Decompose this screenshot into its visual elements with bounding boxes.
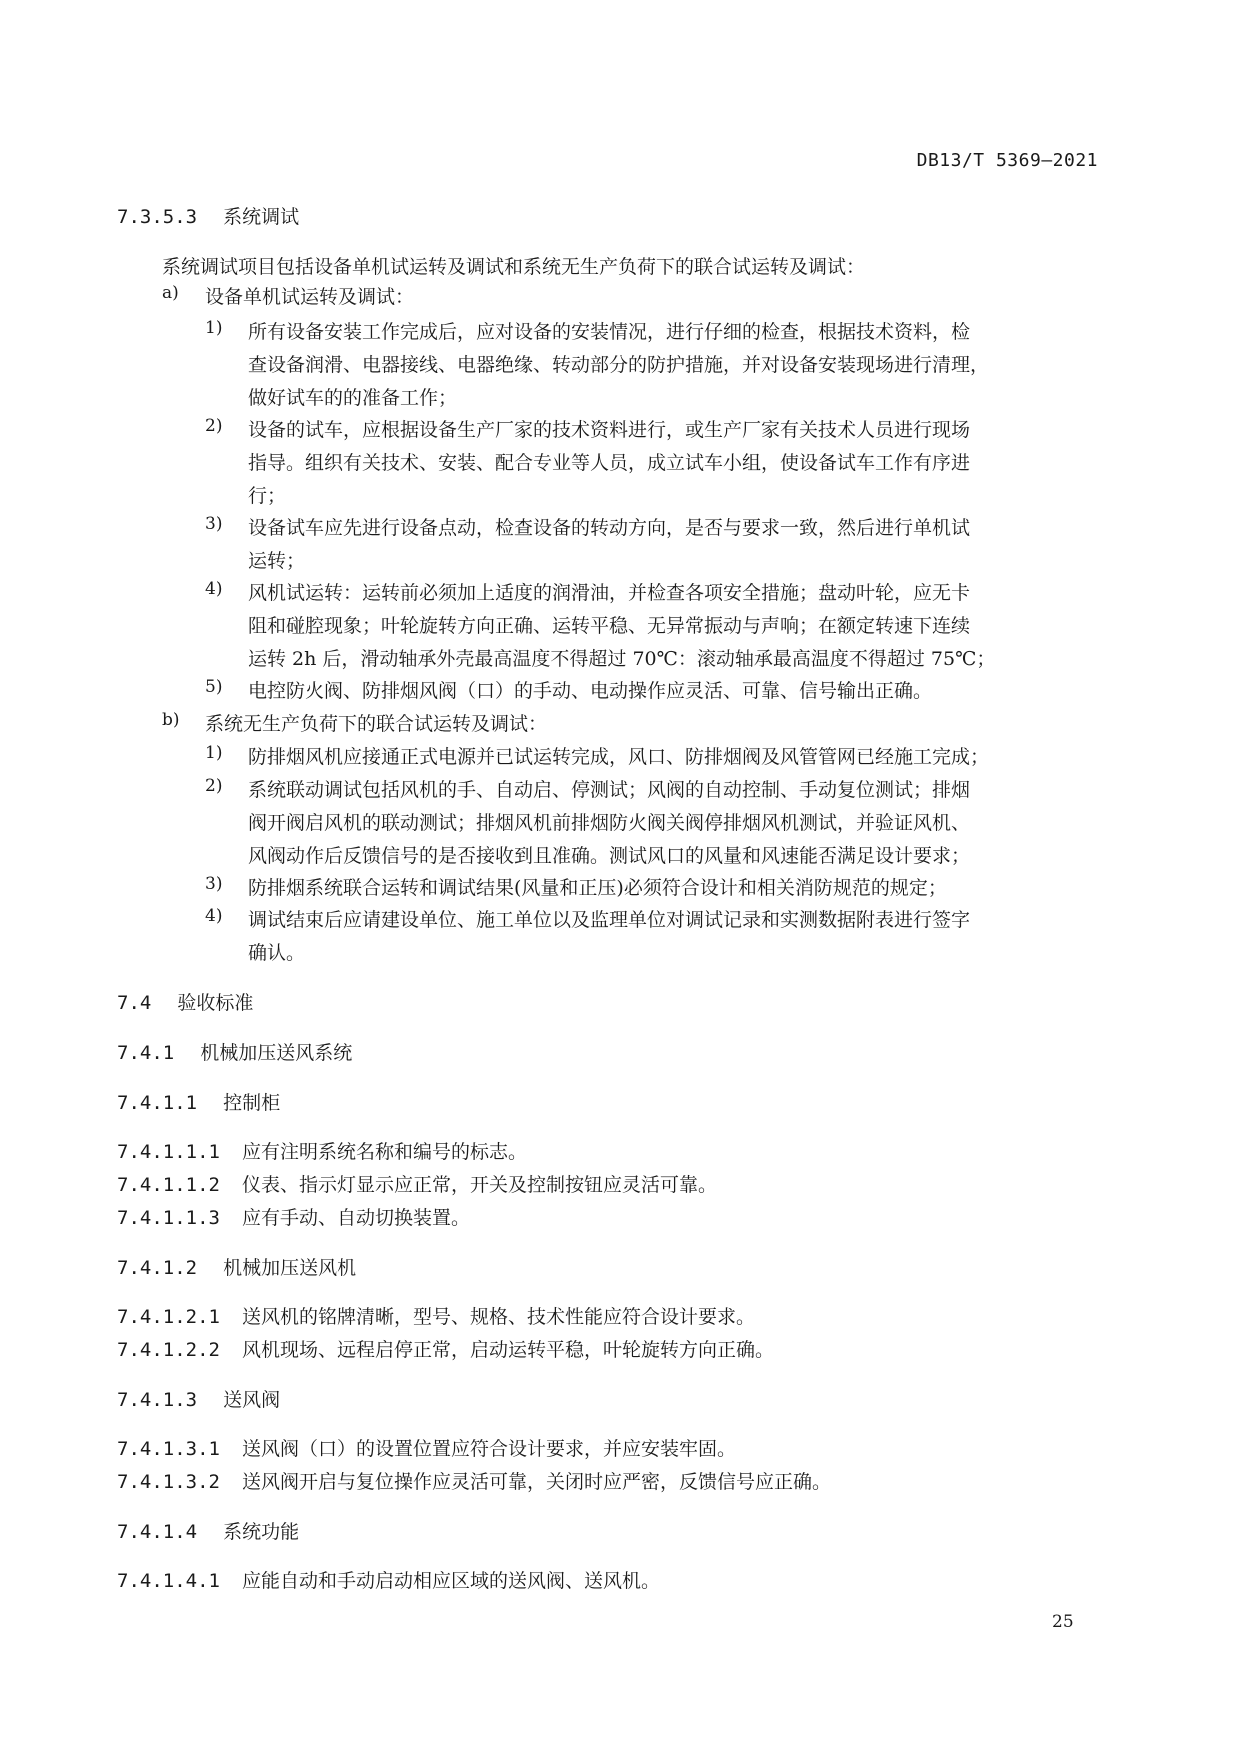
clause-number: 7.4.1.3.2	[117, 1471, 220, 1493]
clause-number: 7.4.1.2.1	[117, 1306, 220, 1328]
clause-text: 风机现场、远程启停正常，启动运转平稳，叶轮旋转方向正确。	[242, 1339, 775, 1361]
list-label-b: b)	[162, 710, 180, 730]
heading-title: 机械加压送风机	[223, 1257, 357, 1279]
sub-item-number: 1)	[205, 743, 223, 763]
sub-item-line: 系统联动调试包括风机的手、自动启、停测试；风阀的自动控制、手动复位测试；排烟	[248, 779, 971, 801]
clause-text: 送风阀开启与复位操作应灵活可靠，关闭时应严密，反馈信号应正确。	[242, 1471, 832, 1493]
heading-title: 验收标准	[177, 992, 254, 1014]
sub-item-line: 行；	[248, 485, 287, 507]
heading-number: 7.4.1	[117, 1042, 175, 1064]
clause	[117, 1335, 774, 1362]
heading-7-4-1-4	[117, 1517, 299, 1544]
page-number: 25	[1052, 1612, 1074, 1632]
clause-number: 7.4.1.1.2	[117, 1174, 220, 1196]
sub-item-line: 防排烟风机应接通正式电源并已试运转完成，风口、防排烟阀及风管管网已经施工完成；	[248, 746, 990, 768]
clause-text: 应有注明系统名称和编号的标志。	[242, 1141, 528, 1163]
sub-item-number: 3)	[205, 514, 223, 534]
clause	[117, 1566, 660, 1593]
sub-item-line: 设备的试车，应根据设备生产厂家的技术资料进行，或生产厂家有关技术人员进行现场	[248, 419, 971, 441]
sub-item-line: 所有设备安装工作完成后，应对设备的安装情况，进行仔细的检查，根据技术资料，检	[248, 321, 971, 343]
clause-number: 7.4.1.1.1	[117, 1141, 220, 1163]
clause	[117, 1137, 527, 1164]
clause-number: 7.4.1.1.3	[117, 1207, 220, 1229]
clause	[117, 1434, 736, 1461]
heading-number: 7.4.1.2	[117, 1257, 198, 1279]
list-text-b: 系统无生产负荷下的联合试运转及调试：	[205, 713, 548, 735]
heading-title: 系统调试	[223, 206, 300, 228]
list-text-a: 设备单机试运转及调试：	[205, 286, 415, 308]
heading-7-4-1-3	[117, 1385, 280, 1412]
heading-7-3-5-3	[117, 202, 299, 229]
heading-title: 送风阀	[223, 1389, 281, 1411]
heading-number: 7.4.1.3	[117, 1389, 198, 1411]
heading-title: 系统功能	[223, 1521, 300, 1543]
heading-number: 7.4.1.1	[117, 1092, 198, 1114]
sub-item-line: 风阀动作后反馈信号的是否接收到且准确。测试风口的风量和风速能否满足设计要求；	[248, 845, 971, 867]
sub-item-line: 设备试车应先进行设备点动，检查设备的转动方向，是否与要求一致，然后进行单机试	[248, 517, 971, 539]
intro-paragraph: 系统调试项目包括设备单机试运转及调试和系统无生产负荷下的联合试运转及调试：	[162, 256, 866, 278]
clause-text: 送风阀（口）的设置位置应符合设计要求，并应安装牢固。	[242, 1438, 737, 1460]
heading-number: 7.4	[117, 992, 152, 1014]
clause-text: 送风机的铭牌清晰，型号、规格、技术性能应符合设计要求。	[242, 1306, 756, 1328]
clause-text: 应能自动和手动启动相应区域的送风阀、送风机。	[242, 1570, 661, 1592]
sub-item-line: 做好试车的的准备工作；	[248, 387, 458, 409]
clause-text: 应有手动、自动切换装置。	[242, 1207, 471, 1229]
sub-item-line: 运转 2h 后，滑动轴承外壳最高温度不得超过 70℃：滚动轴承最高温度不得超过 75℃；	[248, 648, 996, 670]
sub-item-line: 运转；	[248, 550, 306, 572]
document-id: DB13/T 5369—2021	[916, 150, 1098, 171]
clause-number: 7.4.1.3.1	[117, 1438, 220, 1460]
sub-item-line: 阀开阀启风机的联动测试；排烟风机前排烟防火阀关阀停排烟风机测试，并验证风机、	[248, 812, 971, 834]
clause	[117, 1170, 717, 1197]
sub-item-number: 3)	[205, 874, 223, 894]
sub-item-number: 1)	[205, 318, 223, 338]
clause	[117, 1203, 470, 1230]
heading-7-4	[117, 988, 253, 1015]
clause	[117, 1467, 831, 1494]
heading-7-4-1	[117, 1038, 352, 1065]
heading-title: 机械加压送风系统	[200, 1042, 353, 1064]
heading-number: 7.3.5.3	[117, 206, 198, 228]
sub-item-number: 2)	[205, 416, 223, 436]
sub-item-line: 防排烟系统联合运转和调试结果(风量和正压)必须符合设计和相关消防规范的规定；	[248, 877, 947, 899]
clause	[117, 1302, 755, 1329]
heading-number: 7.4.1.4	[117, 1521, 198, 1543]
heading-7-4-1-2	[117, 1253, 356, 1280]
sub-item-line: 调试结束后应请建设单位、施工单位以及监理单位对调试记录和实测数据附表进行签字	[248, 909, 971, 931]
sub-item-number: 4)	[205, 579, 223, 599]
clause-number: 7.4.1.2.2	[117, 1339, 220, 1361]
sub-item-number: 4)	[205, 906, 223, 926]
sub-item-line: 指导。组织有关技术、安装、配合专业等人员，成立试车小组，使设备试车工作有序进	[248, 452, 971, 474]
sub-item-line: 查设备润滑、电器接线、电器绝缘、转动部分的防护措施，并对设备安装现场进行清理，	[248, 354, 990, 376]
sub-item-line: 阻和碰腔现象；叶轮旋转方向正确、运转平稳、无异常振动与声响；在额定转速下连续	[248, 615, 971, 637]
clause-number: 7.4.1.4.1	[117, 1570, 220, 1592]
sub-item-line: 风机试运转：运转前必须加上适度的润滑油，并检查各项安全措施；盘动叶轮，应无卡	[248, 582, 971, 604]
sub-item-number: 2)	[205, 776, 223, 796]
heading-7-4-1-1	[117, 1088, 280, 1115]
heading-title: 控制柜	[223, 1092, 281, 1114]
clause-text: 仪表、指示灯显示应正常，开关及控制按钮应灵活可靠。	[242, 1174, 718, 1196]
sub-item-line: 确认。	[248, 942, 306, 964]
list-label-a: a)	[162, 283, 179, 303]
sub-item-line: 电控防火阀、防排烟风阀（口）的手动、电动操作应灵活、可靠、信号输出正确。	[248, 680, 933, 702]
sub-item-number: 5)	[205, 677, 223, 697]
